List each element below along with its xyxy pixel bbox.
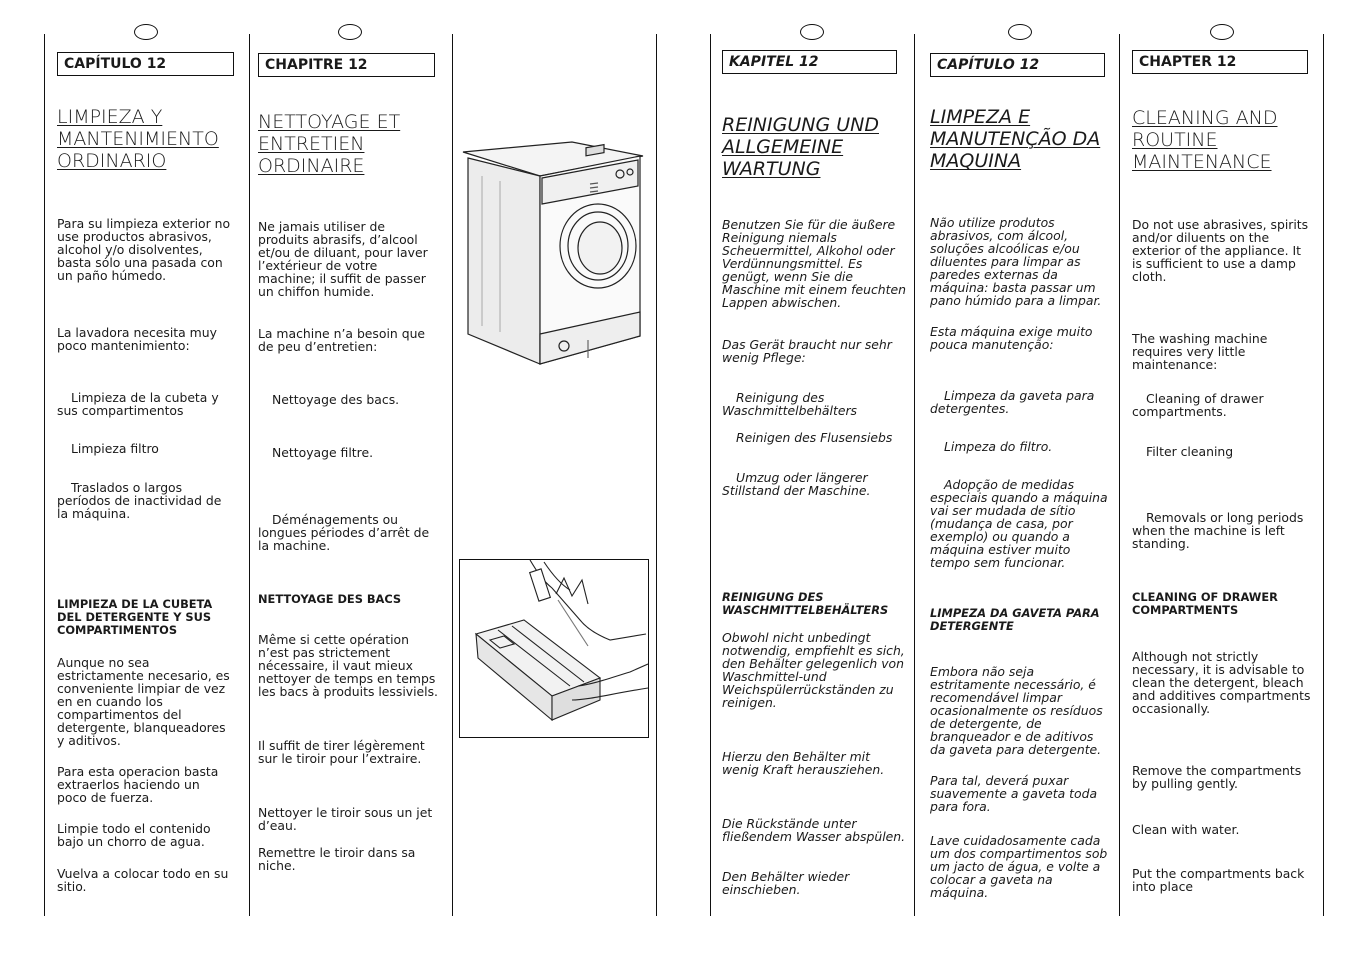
section-heading: LIMPEZA DA GAVETA PARA DETERGENTE: [930, 606, 1100, 633]
maintenance-text: La lavadora necesita muy poco mantenimiento:: [57, 325, 217, 353]
intro-text: Ne jamais utiliser de produits abrasifs, d’alcool et/ou de diluant, pour laver l’extérieur de votre machine; il suffit de passer un chiffon humide.: [258, 219, 428, 299]
list-item: Limpieza filtro: [71, 441, 159, 456]
column-rule: [656, 34, 657, 916]
list-item: Adopção de medidas especiais quando a máquina vai ser mudada de sítio (mudança de casa, por exemplo) ou quando a máquina estiver muito tempo sem funcionar.: [930, 477, 1108, 570]
list-item: Umzug oder längerer Stillstand der Maschine.: [722, 470, 871, 498]
section-title: REINIGUNG UND ALLGEMEINE WARTUNG: [722, 114, 879, 180]
section-title: CLEANING AND ROUTINE MAINTENANCE: [1132, 107, 1278, 173]
paragraph: Obwohl nicht unbedingt notwendig, empfiehlt es sich, den Behälter gelegenlich von Waschmittel-und Weichspülerrückständen zu reinigen.: [722, 630, 905, 710]
section-heading: LIMPIEZA DE LA CUBETA DEL DETERGENTE Y SUS COMPARTIMENTOS: [57, 597, 213, 637]
list-item: Limpieza de la cubeta y sus compartimentos: [57, 390, 219, 418]
paragraph: Put the compartments back into place: [1132, 866, 1305, 894]
paragraph: Although not strictly necessary, it is advisable to clean the detergent, bleach and additives compartments occasionally.: [1132, 649, 1311, 716]
section-heading: REINIGUNG DES WASCHMITTELBEHÄLTERS: [722, 590, 889, 617]
washing-machine-illustration: [460, 136, 646, 368]
column-rule: [1119, 34, 1120, 916]
paragraph: Die Rückstände unter fließendem Wasser abspülen.: [722, 816, 906, 844]
intro-text: Do not use abrasives, spirits and/or diluents on the exterior of the appliance. It is sufficient to use a damp cloth.: [1132, 217, 1309, 284]
list-item: Déménagements ou longues périodes d’arrêt de la machine.: [258, 512, 430, 553]
maintenance-text: Esta máquina exige muito pouca manutenção:: [930, 324, 1093, 352]
list-item: Removals or long periods when the machine is left standing.: [1132, 510, 1304, 551]
section-title: LIMPIEZA Y MANTENIMIENTO ORDINARIO: [57, 106, 219, 172]
paragraph: Den Behälter wieder einschieben.: [722, 869, 850, 897]
column-rule: [44, 34, 45, 916]
column-german: [722, 0, 908, 954]
paragraph: Remove the compartments by pulling gently.: [1132, 763, 1302, 791]
paragraph: Aunque no sea estrictamente necesario, es conveniente limpiar de vez en en cuando los compartimentos del detergente, blanqueadores y aditivos.: [57, 655, 230, 748]
list-item: Nettoyage des bacs.: [272, 392, 400, 407]
paragraph: Lave cuidadosamente cada um dos compartimentos sob um jacto de água, e volte a colocar a gaveta na máquina.: [930, 833, 1108, 900]
paragraph: Remettre le tiroir dans sa niche.: [258, 845, 416, 873]
chapter-label: CAPÍTULO 12: [57, 52, 234, 76]
paragraph: Nettoyer le tiroir sous un jet d’eau.: [258, 805, 433, 833]
intro-text: Benutzen Sie für die äußere Reinigung niemals Scheuermittel, Alkohol oder Verdünnungsmittel. Es genügt, wenn Sie die Maschine mit einem feuchten Lappen abwischen.: [722, 217, 906, 310]
column-portuguese: [930, 0, 1110, 954]
paragraph: Limpie todo el contenido bajo un chorro de agua.: [57, 821, 211, 849]
column-rule: [710, 34, 711, 916]
section-heading: NETTOYAGE DES BACS: [258, 592, 402, 606]
maintenance-text: Das Gerät braucht nur sehr wenig Pflege:: [722, 337, 892, 365]
column-french: [258, 0, 440, 954]
list-item: Reinigung des Waschmittelbehälters: [722, 390, 857, 418]
list-item: Limpeza do filtro.: [944, 439, 1053, 454]
chapter-label: KAPITEL 12: [722, 50, 897, 74]
section-heading: CLEANING OF DRAWER COMPARTMENTS: [1132, 590, 1278, 617]
paragraph: Embora não seja estritamente necessário, é recomendável limpar ocasionalmente os resíduos de detergente, de branqueador e de aditivos da gaveta para detergente.: [930, 664, 1103, 757]
section-title: NETTOYAGE ET ENTRETIEN ORDINAIRE: [258, 111, 401, 177]
column-rule: [1323, 34, 1324, 916]
paragraph: Vuelva a colocar todo en su sitio.: [57, 866, 229, 894]
intro-text: Não utilize produtos abrasivos, com álcool, soluções alcoólicas e/ou diluentes para limpar as paredes externas da máquina: basta passar um pano húmido para a limpar.: [930, 215, 1102, 308]
list-item: Limpeza da gaveta para detergentes.: [930, 388, 1095, 416]
chapter-label: CAPÍTULO 12: [930, 53, 1105, 77]
detergent-drawer-removal-illustration: [459, 559, 649, 738]
list-item: Nettoyage filtre.: [272, 445, 374, 460]
column-spanish: [57, 0, 237, 954]
list-item: Filter cleaning: [1146, 444, 1234, 459]
column-rule: [452, 34, 453, 916]
list-item: Cleaning of drawer compartments.: [1132, 391, 1264, 419]
paragraph: Clean with water.: [1132, 822, 1240, 837]
paragraph: Même si cette opération n’est pas strictement nécessaire, il vaut mieux nettoyer de temps en temps les bacs à produits lessiviels.: [258, 632, 438, 699]
paragraph: Hierzu den Behälter mit wenig Kraft herausziehen.: [722, 749, 885, 777]
maintenance-text: La machine n’a besoin que de peu d’entretien:: [258, 326, 426, 354]
list-item: Traslados o largos períodos de inactividad de la máquina.: [57, 480, 222, 521]
section-title: LIMPEZA E MANUTENÇÃO DA MAQUINA: [930, 106, 1101, 172]
list-item: Reinigen des Flusensiebs: [736, 430, 893, 445]
chapter-label: CHAPITRE 12: [258, 53, 435, 77]
column-english: [1132, 0, 1314, 954]
paragraph: Para esta operacion basta extraerlos haciendo un poco de fuerza.: [57, 764, 219, 805]
chapter-label: CHAPTER 12: [1132, 50, 1308, 74]
maintenance-text: The washing machine requires very little maintenance:: [1132, 331, 1268, 372]
paragraph: Para tal, deverá puxar suavemente a gaveta toda para fora.: [930, 773, 1098, 814]
intro-text: Para su limpieza exterior no use productos abrasivos, alcohol y/o disolventes, basta sólo una pasada con un paño húmedo.: [57, 216, 231, 283]
column-rule: [249, 34, 250, 916]
paragraph: Il suffit de tirer légèrement sur le tiroir pour l’extraire.: [258, 738, 425, 766]
column-rule: [914, 34, 915, 916]
